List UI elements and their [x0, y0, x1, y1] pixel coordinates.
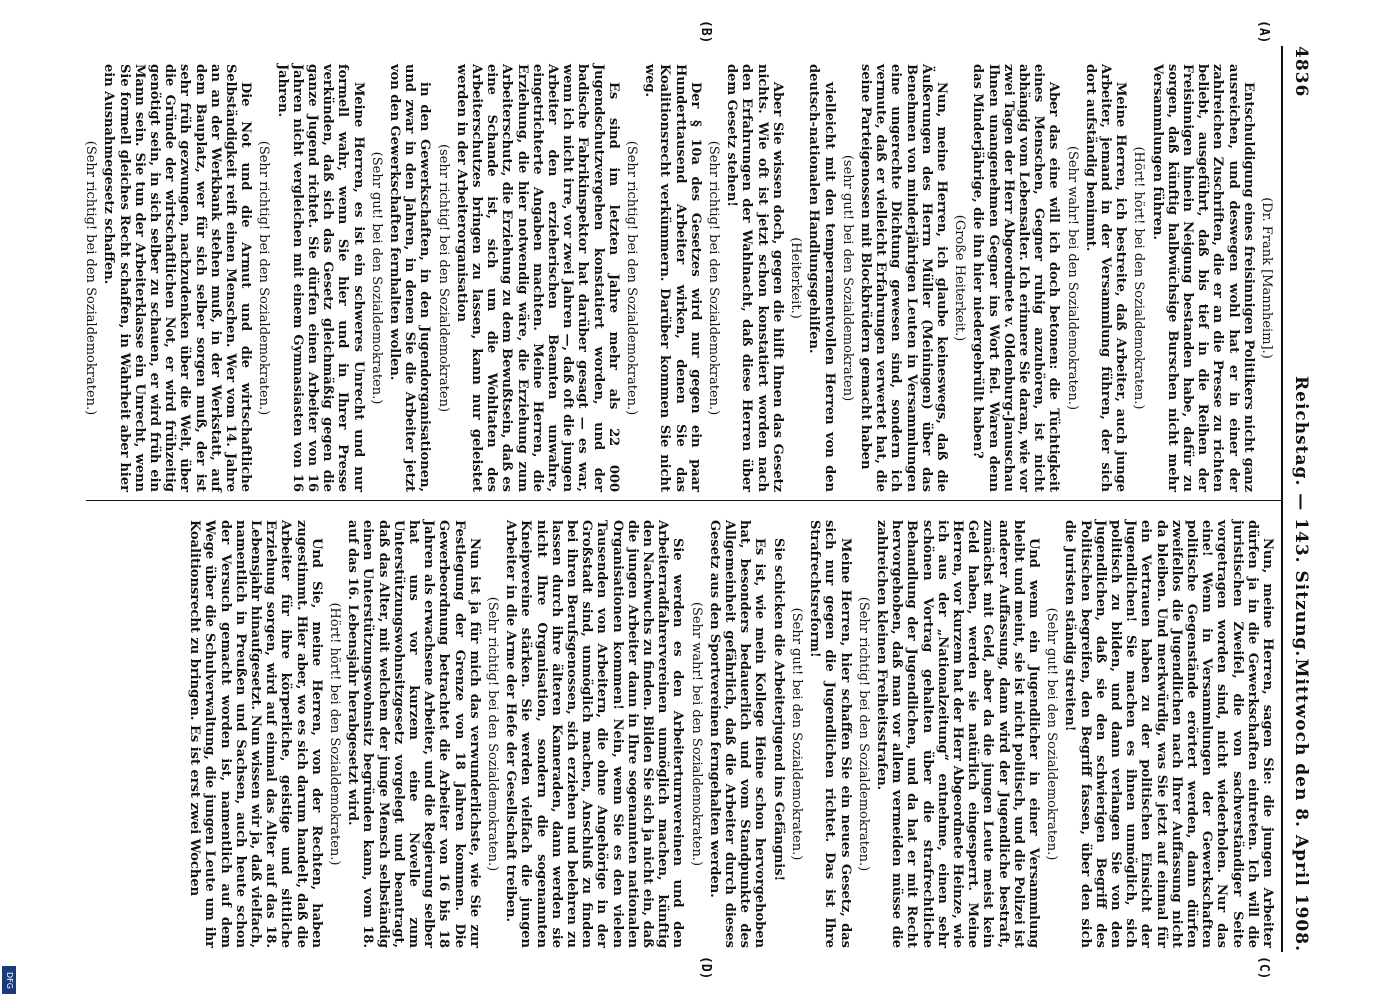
interjection: (sehr gut! bei den Sozialdemokraten): [839, 154, 855, 402]
interjection: (Große Heiterkeit.): [952, 214, 968, 342]
interjection: (Sehr richtig! bei den Sozialdemokraten.): [485, 596, 501, 872]
paragraph: Sie schicken die Arbeiterjugend ins Gefängnis!: [770, 538, 786, 882]
paragraph: Meine Herren, es ist ein schweres Unrecht und nur formell wahr, wenn Sie hier und in Ihrer Presse verkünden, daß sich das Gesetz gleichmäßig gegen die ganze Jugend richtet. Sie dürfen einen Arbeiter von 16 Jahren nicht vergleichen mit einem Gymnasiasten von 16 Jahren.: [274, 64, 366, 492]
interjection: (Sehr wahr! bei den Sozialdemokraten.): [688, 601, 704, 867]
session-title: Reichstag. — 143. Sitzung.: [1291, 376, 1311, 658]
interjection: (sehr richtig! bei den Sozialdemokraten): [435, 143, 451, 413]
paragraph: vielleicht mit den temperamentvollen Herren von den deutsch-nationalen Handlungsgehilfen.: [806, 64, 837, 492]
interjection: (Sehr richtig! bei den Sozialdemokraten.): [706, 140, 722, 416]
margin-mark-b: (B): [698, 20, 713, 44]
paragraph: Sie werden es den Arbeiterturnvereinen und den Arbeiterradfahrervereinen unmöglich machen, künftig den Nachwuchs zu finden. Bilden Sie sich ja nicht ein, daß die jungen Arbeiter dann in Ihre sogenannten nationalen Organisationen kommen! Nein, wenn Sie es den vielen Tausenden von Arbeitern, die ohne Angehörige in der Großstadt sind, unmöglich machen, Anschluß zu finden bei ihren Berufsgenossen, sich erziehen und belehren zu lassen durch ihre älteren Kameraden, dann werden sie nicht Ihre Organisation, sondern die sogenannten Kneipvereine stärken. Sie werden vielfach die jungen Arbeiter in die Arme der Hefe der Gesellschaft treiben.: [503, 520, 686, 948]
margin-mark-d: (D): [698, 956, 713, 980]
paragraph: Meine Herren, ich bestreite, daß Arbeiter, auch junge Arbeiter, jemand in der Versammlung führen, der sich dort aufständig benimmt.: [1082, 64, 1129, 492]
interjection: (Sehr richtig! bei den Sozialdemokraten.): [256, 140, 272, 416]
paragraph: Die Not und die Armut und die wirtschaftliche Selbständigkeit reift einen Menschen. Wer vom 14. Jahre an an der Werkbank stehen muß, in der Werkstatt, auf dem Bauplatz, wer für sich selber sorgen muß, der ist sehr früh gezwungen, nachzudenken über die Welt, über die Gründe der wirtschaftlichen Not, er wird frühzeitig genötigt sein, in sich selber zu schauen, er wird früh ein Mann sein. Sie tun der Arbeiterklasse ein Unrecht, wenn Sie formell gleiches Recht schaffen, in Wahrheit aber hier ein Ausnahmegesetz schaffen.: [101, 64, 254, 492]
session-date: Mittwoch den 8. April 1908.: [1291, 658, 1311, 952]
margin-mark-a: (A): [1256, 20, 1271, 44]
paragraph: Aber Sie wissen doch, gegen die hilft Ihnen das Gesetz nichts. Wie oft ist jetzt schon konstatiert worden nach den Erfahrungen der Wahlnacht, daß diese Herren über dem Gesetz stehen!: [724, 64, 785, 492]
speaker-label: (Dr. Frank [Mannheim].): [1259, 197, 1274, 359]
interjection: (Hört! hört! bei den Sozialdemokraten.): [1131, 146, 1147, 410]
paragraph: Der § 10a des Gesetzes wird nur gegen ein paar Hunderttausend Arbeiter wirken, denen Sie das Koalitionsrecht verkümmern. Darüber kommen Sie nicht weg.: [642, 64, 703, 492]
column-divider: [86, 500, 1281, 501]
paragraph: Nun ist ja für mich das verwunderlichste, wie Sie zur Festlegung der Grenze von 18 Jahren kommen. Die Gewerbeordnung betrachtet die Arbeiter von 16 bis 18 Jahren als erwachsene Arbeiter, und die Regierung selber hat uns vor kurzem eine Novelle zum Unterstützungswohnsitzgesetz vorgelegt und beantragt, daß das Alter, mit welchem der junge Mensch selbständig einen Unterstützungswohnsitz begründen kann, vom 18. auf das 16. Lebensjahr herabgesetzt wird.: [345, 520, 482, 948]
paragraph: Es ist, wie mein Kollege Heine schon hervorgehoben hat, besonders bedauerlich und vom Standpunkte des Allgemeinheit gefährlich, daß die Arbeiter durch dieses Gesetz aus den Sportvereinen ferngehalten werden.: [706, 520, 768, 948]
paragraph: Nun, meine Herren, ich glaube keineswegs, daß die Äußerungen des Herrn Müller (Meiningen) über das Benehmen von minderjährigen Leuten in Versammlungen eine ungerechte Dichtung gewesen sind, sondern ich vermute, daß er vielleicht Erfahrungen verwertet hat, die seine Parteigenossen mit Blockbrüdern gemacht haben: [857, 64, 949, 492]
interjection: (Sehr richtig! bei den Sozialdemokraten.): [855, 596, 871, 872]
paragraph: Es sind im letzten Jahre mehr als 22 000 Jugendschutzvergehen konstatiert worden, und der badische Fabrikinspektor hat darüber gesagt — es war, wenn ich nicht irre, vor zwei Jahren —, daß oft die jungen Arbeiter den erzieherischen Beamten unwahre, eingetrichterte Angaben machten. Meine Herren, die Erziehung, die hier notwendig wäre, die Erziehung zum Arbeiterschutz, die Erziehung zu dem Bewußtsein, daß es eine Schande ist, sich um die Wohltaten des Arbeiterschutzes bringen zu lassen, kann nur geleistet werden in der Arbeiterorganisation: [453, 64, 621, 492]
interjection: (Sehr gut! bei den Sozialdemokraten.): [1044, 607, 1060, 861]
paragraph: in den Gewerkschaften, in den Jugendorganisationen, und zwar in den Jahren, in denen Sie die Arbeiter jetzt von den Gewerkschaften fernhalten wollen.: [387, 64, 433, 492]
paragraph: Und wenn ein Jugendlicher in einer Versammlung bleibt und meint, sie ist nicht politisch, und die Polizei ist anderer Auffassung, dann wird der Jugendliche bestraft, zunächst mit Geld, aber da die jungen Leute meist kein Geld haben, werden sie natürlich eingesperrt. Meine Herren, vor kurzem hat der Herr Abgeordnete Heinze, wie ich aus der „Nationalzeitung“ entnehme, einen sehr schönen Vortrag gehalten über die strafrechtliche Behandlung der Jugendlichen, und da hat er mit Recht hervorgehoben, daß man vor allem vermeiden müsse die zahlreichen kleinen Freiheitsstrafen.: [873, 520, 1041, 948]
header-rule: [1281, 46, 1283, 952]
interjection: (Sehr richtig! bei den Sozialdemokraten.): [83, 140, 99, 416]
interjection: (Hört! hört! bei den Sozialdemokraten.): [327, 602, 343, 866]
interjection: (Sehr gut! bei den Sozialdemokraten.): [368, 151, 384, 405]
paragraph: Meine Herren, hier schaffen Sie ein neues Gesetz, das sich nur gegen die Jugendlichen richtet. Das ist Ihre Strafrechtsreform!: [807, 520, 853, 948]
interjection: (Heiterkeit.): [788, 237, 804, 319]
page-header: [1281, 46, 1311, 952]
paragraph: Nun, meine Herren, sagen Sie: die jungen Arbeiter dürfen ja in die Gewerkschaften eintreten. Ich will die juristischen Zweifel, die von sachverständiger Seite vorgetragen worden sind, nicht wiederholen. Nur das eine! Wenn in Versammlungen der Gewerkschaften politische Gegenstände erörtert werden, dann dürfen zweifellos die Jugendlichen nach Ihrer Auffassung nicht da bleiben. Und merkwürdig, was Sie jetzt auf einmal für ein Vertrauen haben zu der politischen Einsicht der Jugendlichen! Sie machen es ihnen unmöglich, sich politisch zu bilden, und dann verlangen Sie von den Jugendlichen, daß sie den schwierigen Begriff des Politischen begreifen, den Begriff fassen, über den sich die Juristen ständig streiten!: [1062, 520, 1275, 948]
paragraph: Und Sie, meine Herren, von der Rechten, haben zugestimmt. Hier aber, wo es sich darum handelt, daß die Arbeiter für ihre körperliche, geistige und sittliche Erziehung sorgen, wird auf einmal das Alter auf das 18. Lebensjahr hinaufgesetzt. Nun wissen wir ja, daß vielfach, namentlich in Preußen und Sachsen, auch heute schon der Versuch gemacht worden ist, namentlich auf dem Wege über die Schulverwaltung, die jungen Leute um ihr Koalitionsrecht zu bringen. Es ist erst zwei Wochen: [187, 520, 324, 948]
left-column: [83, 64, 1275, 492]
dfg-logo: DFG: [2, 966, 16, 994]
paragraph: Aber das eine will ich doch betonen: die Tüchtigkeit eines Menschen, Gegner ruhig anzuhören, ist nicht abhängig vom Lebensalter. Ich erinnere Sie daran, wie vor zwei Tagen der Herr Abgeordnete v. Oldenburg-Januschau Ihnen unangenehmen Gegner ins Wort fiel. Waren denn das Minderjährige, die ihn hier niedergebrüllt haben?: [970, 64, 1062, 492]
interjection: (Sehr richtig! bei den Sozialdemokraten.): [624, 140, 640, 416]
page-number: 4836: [1291, 46, 1311, 98]
margin-mark-c: (C): [1256, 956, 1271, 980]
paragraph: Entschuldigung eines freisinnigen Politikers nicht ganz ausreichen, und deswegen wohl hat er in einer der zahlreichen Zuschriften, die er an die Presse zu richten beliebt, ausgeführt, daß bis tief in die Reihen der Freisinnigen hinein Neigung bestanden habe, dafür zu sorgen, daß künftig halbwüchsige Burschen nicht mehr Versammlungen führen.: [1149, 64, 1256, 492]
interjection: (Sehr gut! bei den Sozialdemokraten.): [788, 607, 804, 861]
right-column: [90, 520, 1275, 948]
interjection: (Sehr wahr! bei den Sozialdemokraten.): [1064, 145, 1080, 411]
